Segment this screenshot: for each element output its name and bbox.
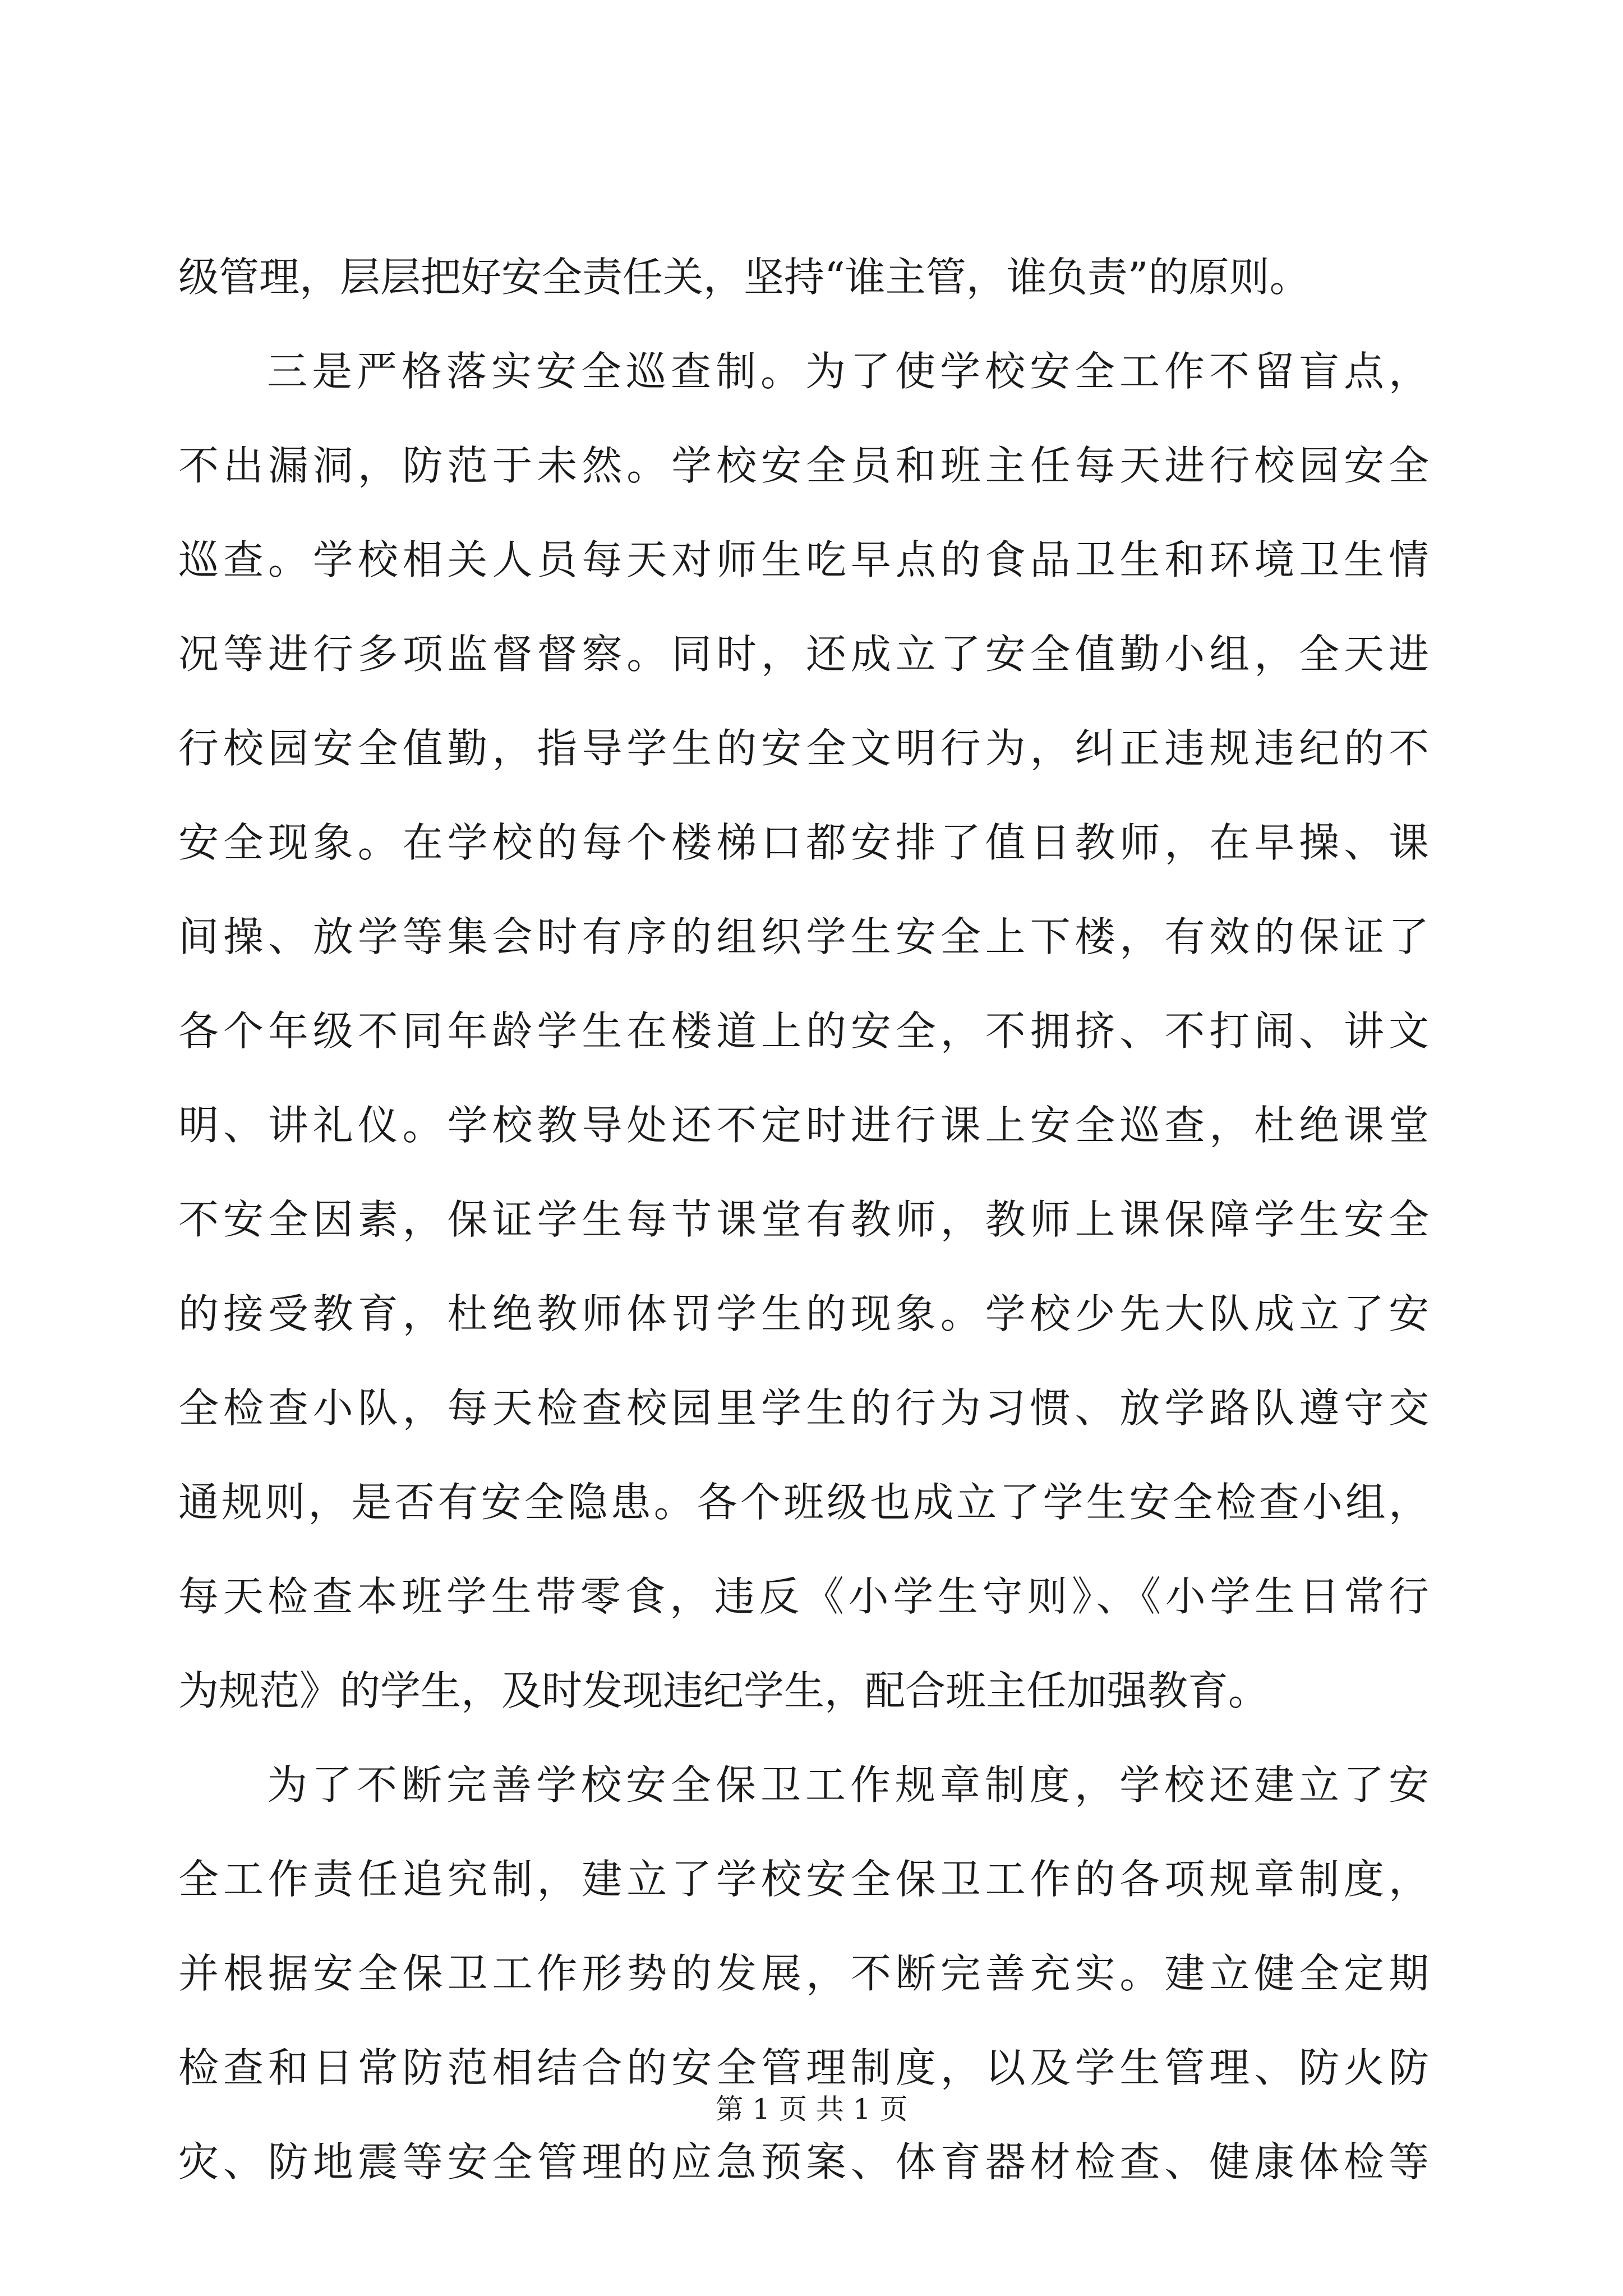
page-number: 第 1 页 共 1 页 <box>715 2093 908 2125</box>
text-line: 不安全因素，保证学生每节课堂有教师，教师上课保障学生安全 <box>178 1196 1429 1243</box>
page-footer <box>0 2090 1623 2129</box>
text-line: 每天检查本班学生带零食，违反《小学生守则》、《小学生日常行 <box>178 1573 1429 1620</box>
text-line: 各个年级不同年龄学生在楼道上的安全，不拥挤、不打闹、讲文 <box>178 1007 1429 1055</box>
text-line: 级管理，层层把好安全责任关，坚持“谁主管，谁负责”的原则。 <box>178 254 1310 301</box>
text-line: 通规则，是否有安全隐患。各个班级也成立了学生安全检查小组， <box>178 1479 1429 1526</box>
text-line: 安全现象。在学校的每个楼梯口都安排了值日教师，在早操、课 <box>178 819 1429 866</box>
text-line: 行校园安全值勤，指导学生的安全文明行为，纠正违规违纪的不 <box>178 725 1429 772</box>
paragraph <box>178 324 1429 1738</box>
text-line: 况等进行多项监督督察。同时，还成立了安全值勤小组，全天进 <box>178 631 1429 678</box>
text-line: 灾、防地震等安全管理的应急预案、体育器材检查、健康体检等 <box>178 2138 1429 2185</box>
text-line: 全工作责任追究制，建立了学校安全保卫工作的各项规章制度， <box>178 1856 1429 1903</box>
paragraph <box>178 230 1429 324</box>
text-line: 的接受教育，杜绝教师体罚学生的现象。学校少先大队成立了安 <box>178 1290 1429 1337</box>
text-line: 三是严格落实安全巡查制。为了使学校安全工作不留盲点， <box>267 348 1429 395</box>
text-line: 并根据安全保卫工作形势的发展，不断完善充实。建立健全定期 <box>178 1950 1429 1997</box>
text-line: 检查和日常防范相结合的安全管理制度，以及学生管理、防火防 <box>178 2044 1429 2091</box>
text-line: 为规范》的学生，及时发现违纪学生，配合班主任加强教育。 <box>178 1667 1269 1714</box>
text-line: 巡查。学校相关人员每天对师生吃早点的食品卫生和环境卫生情 <box>178 536 1429 583</box>
text-line: 为了不断完善学校安全保卫工作规章制度，学校还建立了安 <box>267 1761 1429 1809</box>
paragraph <box>178 1738 1429 2209</box>
text-line: 不出漏洞，防范于未然。学校安全员和班主任每天进行校园安全 <box>178 442 1429 489</box>
text-line: 明、讲礼仪。学校教导处还不定时进行课上安全巡查，杜绝课堂 <box>178 1102 1429 1149</box>
text-line: 间操、放学等集会时有序的组织学生安全上下楼，有效的保证了 <box>178 913 1429 960</box>
document-body <box>178 230 1429 2209</box>
text-line: 全检查小队，每天检查校园里学生的行为习惯、放学路队遵守交 <box>178 1384 1429 1432</box>
